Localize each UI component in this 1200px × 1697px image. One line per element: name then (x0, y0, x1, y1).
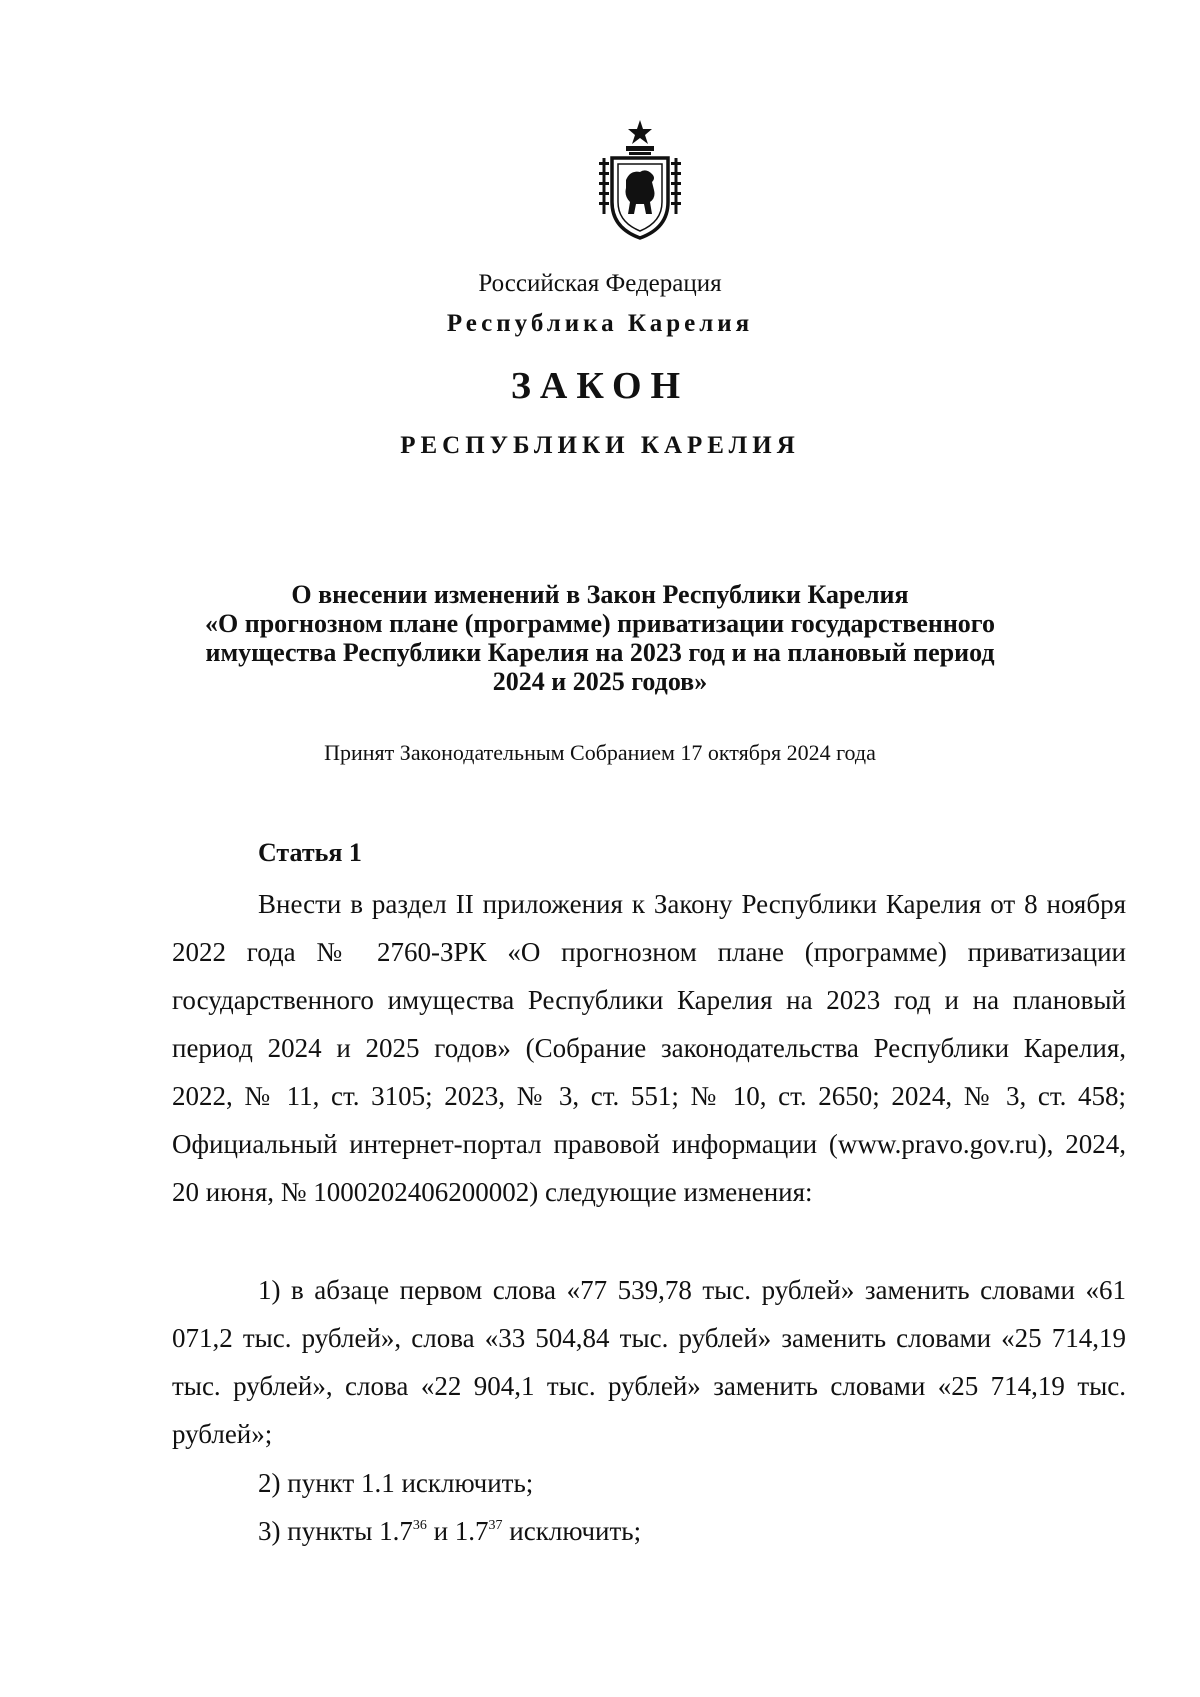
country-name: Российская Федерация (478, 270, 722, 297)
amendment-item-3-prefix: 3) пункты 1.7 (258, 1516, 413, 1546)
amendment-item-3-suffix: исключить; (502, 1516, 642, 1546)
amendment-item-3-middle: и 1.7 (426, 1516, 489, 1546)
document-type: ЗАКОН (510, 365, 690, 407)
adoption-note: Принят Законодательным Собранием 17 октября 2024 года (324, 740, 876, 765)
republic-name: Республика Карелия (446, 310, 754, 337)
coat-of-arms-emblem (596, 118, 684, 242)
superscript-37: 37 (488, 1518, 503, 1533)
superscript-36: 36 (412, 1518, 427, 1533)
article-intro-paragraph: Внести в раздел II приложения к Закону Республики Карелия от 8 ноября 2022 года № 2760-ЗРК «О прогнозном плане (программе) приватизации государственного имущества Республики Карелия на 2023 год и на плановый период 2024 и 2025 годов» (Собрание законодательства Республики Карелия, 2022, № 11, ст. 3105; 2023, № 3, ст. 551; № 10, ст. 2650; 2024, № 3, ст. 458; Официальный интернет-портал правовой информации (www.pravo.gov.ru), 2024, 20 июня, № 1000202406200002) следующие изменения: (172, 889, 1126, 1207)
article-heading: Статья 1 (258, 838, 362, 867)
amendment-item-3 (258, 1516, 641, 1547)
law-title-line: имущества Республики Карелия на 2023 год и на плановый период (205, 638, 995, 667)
law-title (0, 580, 1200, 696)
law-title-line: «О прогнозном плане (программе) приватизации государственного (205, 609, 995, 638)
law-title-line: О внесении изменений в Закон Республики Карелия (291, 580, 909, 609)
document-issuer: РЕСПУБЛИКИ КАРЕЛИЯ (400, 432, 800, 459)
amendment-item-1: 1) в абзаце первом слова «77 539,78 тыс. рублей» заменить словами «61 071,2 тыс. рублей», слова «33 504,84 тыс. рублей» заменить словами «25 714,19 тыс. рублей», слова «22 904,1 тыс. рублей» заменить словами «25 714,19 тыс. рублей»; (172, 1275, 1126, 1449)
law-title-line: 2024 и 2025 годов» (492, 667, 708, 696)
amendment-item-2: 2) пункт 1.1 исключить; (258, 1468, 534, 1498)
